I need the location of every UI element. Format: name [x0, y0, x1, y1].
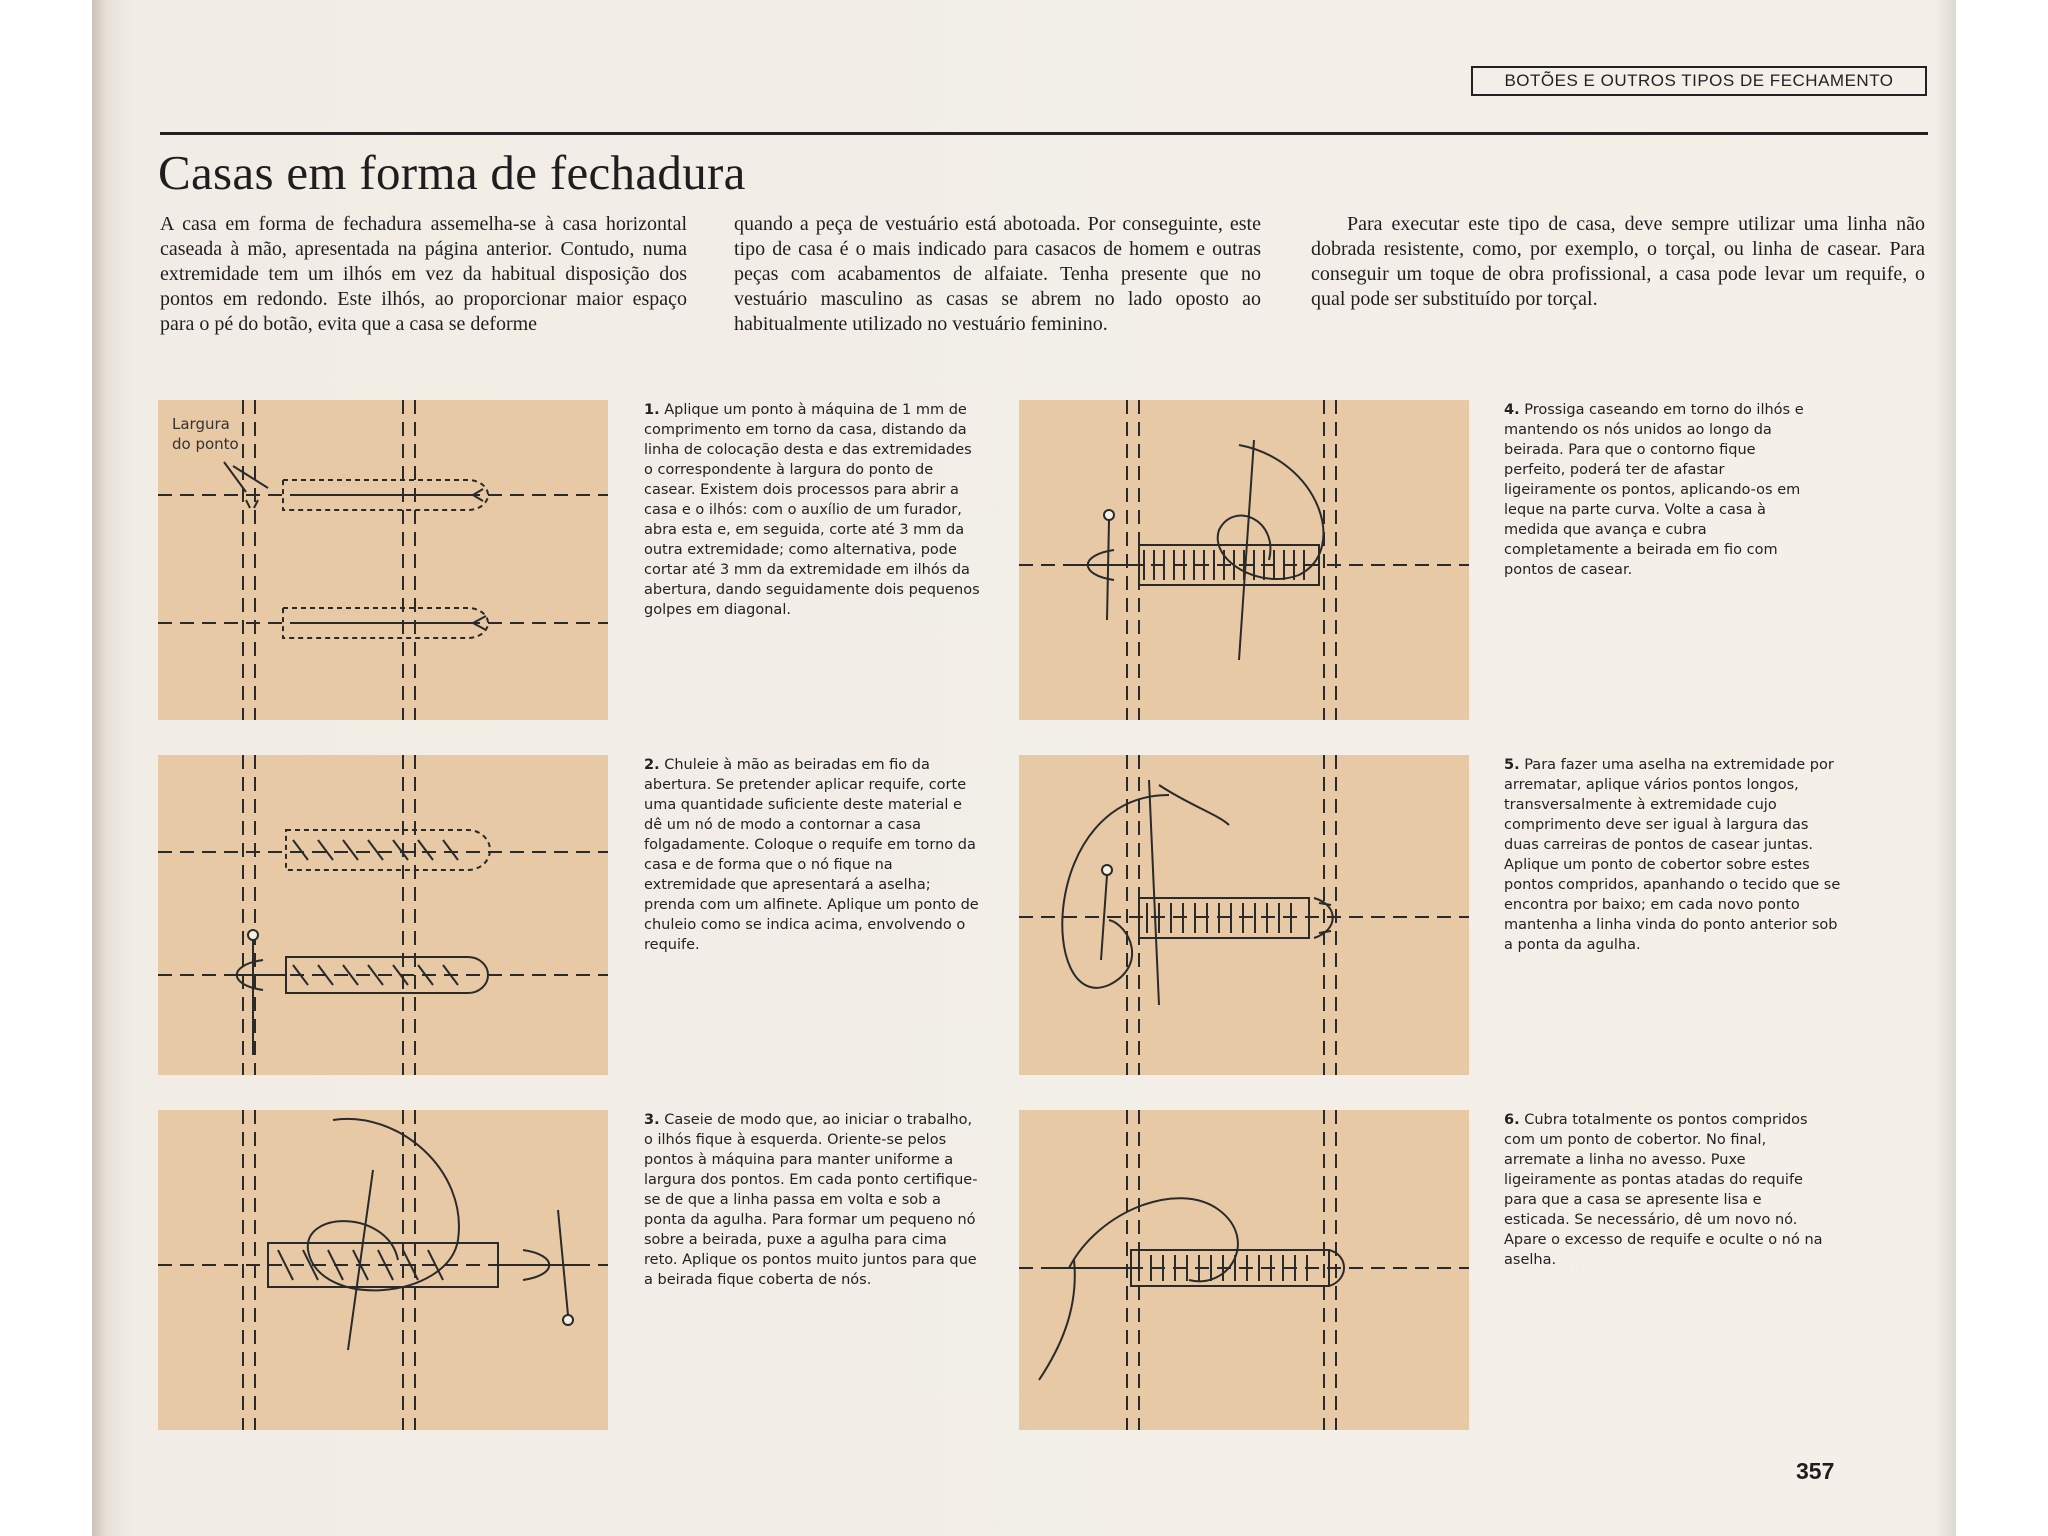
step-4-text: 4. Prossiga caseando em torno do ilhós e mantendo os nós unidos ao longo da beirada. Para que o contorno fique perfeito, poderá ter de afastar ligeiramente os pontos, aplicando-os em leque na parte curva. Volte a casa à medida que avança e cubra completamente a beirada em fio com pontos de casear.: [1504, 402, 1804, 578]
step-1-text: 1. Aplique um ponto à máquina de 1 mm de comprimento em torno da casa, distando da linha de colocação desta e das extremidades o correspondente à largura do ponto de casear. Existem dois processos para abrir a casa e o ilhós: com o auxílio de um furador, abra esta e, em seguida, corte até 3 mm da outra extremidade; como alternativa, pode cortar até 3 mm da extremidade em ilhós da abertura, dando seguidamente dois pequenos golpes em diagonal.: [644, 402, 980, 618]
header-rule: [160, 132, 1928, 135]
buttonhole-stitch-illustration: [158, 1110, 608, 1430]
finished-buttonhole-illustration: [1019, 1110, 1469, 1430]
intro-column-1: A casa em forma de fechadura assemelha-se à casa horizontal caseada à mão, apresentada na página anterior. Contudo, numa extremidade tem um ilhós em vez da habitual disposição dos pontos em redondo. Este ilhós, ao proporcionar maior espaço para o pé do botão, evita que a casa se deforme: [160, 213, 687, 335]
step-6-text: 6. Cubra totalmente os pontos compridos com um ponto de cobertor. No final, arremate a linha no avesso. Puxe ligeiramente as pontas atadas do requife para que a casa se apresente lisa e esticada. Se necessário, dê um novo nó. Apare o excesso de requife e oculte o nó na aselha.: [1504, 1112, 1823, 1268]
figure-step-4: [1019, 400, 1469, 720]
step-2-text: 2. Chuleie à mão as beiradas em fio da abertura. Se pretender aplicar requife, corte uma quantidade suficiente deste material e dê um nó de modo a contornar a casa folgadamente. Coloque o requife em torno da casa e de forma que o nó fique na extremidade que apresentará a aselha; prenda com um alfinete. Aplique um ponto de chuleio como se indica acima, envolvendo o requife.: [644, 757, 979, 953]
section-header-label: BOTÕES E OUTROS TIPOS DE FECHAMENTO: [1471, 66, 1927, 96]
step-3-text: 3. Caseie de modo que, ao iniciar o trabalho, o ilhós fique à esquerda. Oriente-se pelos pontos à máquina para manter uniforme a largura dos pontos. Em cada ponto certifique-se de que a linha passa em volta e sob a ponta da agulha. Para formar um pequeno nó sobre a beirada, puxe a agulha para cima reto. Aplique os pontos muito juntos para que a beirada fique coberta de nós.: [644, 1112, 978, 1288]
buttonhole-eyelet-illustration: [1019, 400, 1469, 720]
intro-column-3: Para executar este tipo de casa, deve sempre utilizar uma linha não dobrada resistente, como, por exemplo, o torçal, ou linha de casear. Para conseguir um toque de obra profissional, a casa pode levar um requife, o qual pode ser substituído por torçal.: [1311, 213, 1925, 310]
figure-step-6: [1019, 1110, 1469, 1430]
stitch-width-label: Largura do ponto: [172, 415, 239, 453]
figure-step-3: [158, 1110, 608, 1430]
book-page: [92, 0, 1956, 1536]
page-number: 357: [1796, 1458, 1835, 1484]
figure-step-1: [158, 400, 608, 720]
page-title: Casas em forma de fechadura: [158, 145, 746, 200]
intro-column-2: quando a peça de vestuário está abotoada. Por conseguinte, este tipo de casa é o mais indicado para casacos de homem e outras peças com acabamentos de alfaiate. Tenha presente que no vestuário masculino as casas se abrem no lado oposto ao habitualmente utilizado no vestuário feminino.: [734, 213, 1261, 335]
figure-step-2: [158, 755, 608, 1075]
step-5-text: 5. Para fazer uma aselha na extremidade por arrematar, aplique vários pontos longos, transversalmente à extremidade cujo comprimento deve ser igual à largura das duas carreiras de pontos de casear juntas. Aplique um ponto de cobertor sobre estes pontos compridos, apanhando o tecido que se encontra por baixo; em cada novo ponto mantenha a linha vinda do ponto anterior sob a ponta da agulha.: [1504, 757, 1841, 953]
figure-step-5: [1019, 755, 1469, 1075]
bar-tack-illustration: [1019, 755, 1469, 1075]
overcast-edges-illustration: [158, 755, 608, 1075]
